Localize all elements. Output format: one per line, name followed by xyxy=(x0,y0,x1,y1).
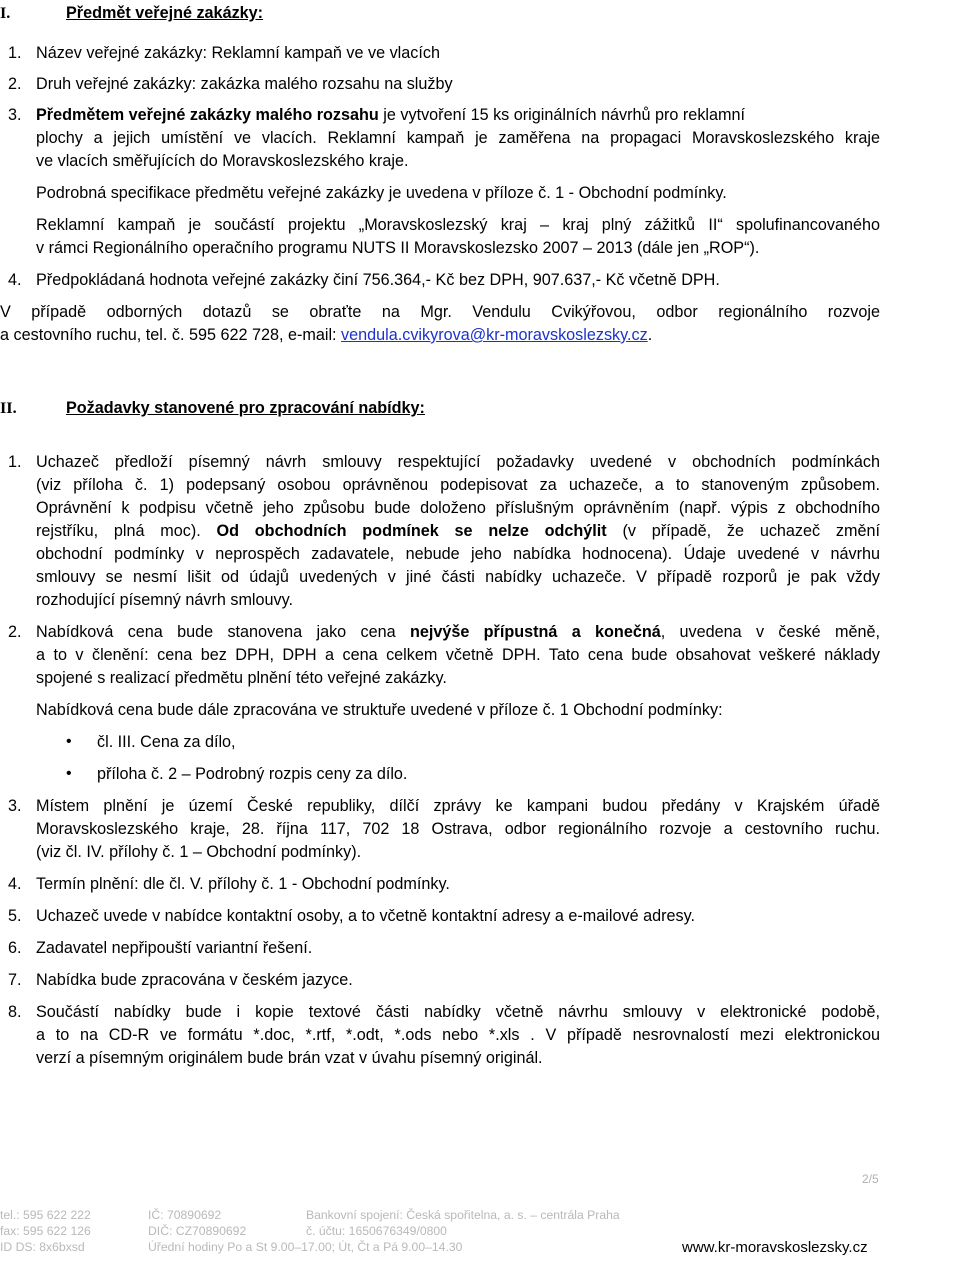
contract-type: Druh veřejné zakázky: zakázka malého rozsahu na služby xyxy=(36,75,453,93)
offer-paragraph-line: obchodní podmínky v neprospěch zadavatele, nebude jeho nabídka hodnocena). Údaje uvedené v návrhu xyxy=(36,545,880,563)
list-number: 7. xyxy=(8,971,22,989)
section-heading: Předmět veřejné zakázky: xyxy=(66,4,264,22)
offer-paragraph-line xyxy=(36,520,880,542)
price-paragraph-line: spojené s realizací předmětu plnění této veřejné zakázky. xyxy=(36,669,447,687)
footer-website-link[interactable]: www.kr-moravskoslezsky.cz xyxy=(682,1239,868,1256)
electronic-copy-line: a to na CD-R ve formátu *.doc, *.rtf, *.odt, *.ods nebo *.xls . V případě nesrovnalostí mezi elektronickou xyxy=(36,1026,880,1044)
subject-paragraph-line xyxy=(36,104,745,126)
price-bold-text: nejvýše přípustná a konečná xyxy=(409,623,661,641)
offer-paragraph-line: rozhodující písemný návrh smlouvy. xyxy=(36,591,294,609)
place-paragraph-line: (viz čl. IV. přílohy č. 1 – Obchodní podmínky). xyxy=(36,843,362,861)
footer-office-hours: Úřední hodiny Po a St 9.00–17.00; Út, Čt a Pá 9.00–14.30 xyxy=(148,1240,463,1254)
list-number: 1. xyxy=(8,44,22,62)
footer-fax: fax: 595 622 126 xyxy=(0,1224,91,1238)
price-text: , uvedena v české měně, xyxy=(660,623,880,641)
price-paragraph-line xyxy=(36,621,880,643)
price-structure-note: Nabídková cena bude dále zpracována ve struktuře uvedené v příloze č. 1 Obchodní podmínky: xyxy=(36,701,723,719)
contact-persons-note: Uchazeč uvede v nabídce kontaktní osoby, a to včetně kontaktní adresy a e-mailové adresy. xyxy=(36,907,695,925)
offer-paragraph-line: Uchazeč předloží písemný návrh smlouvy respektující požadavky uvedené v obchodních podmínkách xyxy=(36,453,880,471)
offer-text: (v případě, že uchazeč změní xyxy=(606,522,880,540)
subject-rest: je vytvoření 15 ks originálních návrhů pro reklamní xyxy=(378,106,745,124)
list-number: 5. xyxy=(8,907,22,925)
section-heading: Požadavky stanovené pro zpracování nabídky: xyxy=(66,399,425,417)
page-number: 2/5 xyxy=(862,1172,879,1186)
bullet-item: příloha č. 2 – Podrobný rozpis ceny za dílo. xyxy=(97,765,408,783)
offer-paragraph-line: Oprávnění k podpisu včetně jeho způsobu bude doloženo příslušným oprávněním (např. výpis z obchodního xyxy=(36,499,880,517)
place-paragraph-line: Místem plnění je území České republiky, dílčí zprávy ke kampani budou předány v Krajském úřadě xyxy=(36,797,880,815)
list-number: 6. xyxy=(8,939,22,957)
contact-prefix: a cestovního ruchu, tel. č. 595 622 728, e-mail: xyxy=(0,326,342,344)
footer-bank: Bankovní spojení: Česká spořitelna, a. s. – centrála Praha xyxy=(306,1208,620,1222)
specification-note: Podrobná specifikace předmětu veřejné zakázky je uvedena v příloze č. 1 - Obchodní podmínky. xyxy=(36,184,727,202)
subject-paragraph-line: ve vlacích směřujících do Moravskoslezského kraje. xyxy=(36,152,409,170)
subject-bold: Předmětem veřejné zakázky malého rozsahu xyxy=(36,106,379,124)
electronic-copy-line: Součástí nabídky bude i kopie textové části nabídky včetně návrhu smlouvy v elektronické podobě, xyxy=(36,1003,880,1021)
place-paragraph-line: Moravskoslezského kraje, 28. října 117, 702 18 Ostrava, odbor regionálního rozvoje a cestovního ruchu. xyxy=(36,820,880,838)
section-number: II. xyxy=(0,399,17,417)
contact-paragraph-line: V případě odborných dotazů se obraťte na Mgr. Vendulu Cvikýřovou, odbor regionálního rozvoje xyxy=(0,303,880,321)
list-number: 2. xyxy=(8,623,22,641)
list-number: 3. xyxy=(8,106,22,124)
variants-note: Zadavatel nepřipouští variantní řešení. xyxy=(36,939,313,957)
project-paragraph-line: v rámci Regionálního operačního programu NUTS II Moravskoslezsko 2007 – 2013 (dále jen „ROP“). xyxy=(36,239,760,257)
deadline-note: Termín plnění: dle čl. V. přílohy č. 1 - Obchodní podmínky. xyxy=(36,875,450,893)
offer-paragraph-line: (viz příloha č. 1) podepsaný osobou oprávněnou podepisovat za uchazeče, a to stanoveným způsobem. xyxy=(36,476,880,494)
offer-paragraph-line: smlouvy se nesmí lišit od údajů uvedených v jiné části nabídky uchazeče. V případě rozporů je pak vždy xyxy=(36,568,880,586)
contract-name: Název veřejné zakázky: Reklamní kampaň ve ve vlacích xyxy=(36,44,440,62)
footer-account: č. účtu: 1650676349/0800 xyxy=(306,1224,447,1238)
estimated-value: Předpokládaná hodnota veřejné zakázky činí 756.364,- Kč bez DPH, 907.637,- Kč včetně DPH. xyxy=(36,271,720,289)
bullet-item: čl. III. Cena za dílo, xyxy=(97,733,236,751)
subject-paragraph-line: plochy a jejich umístění ve vlacích. Reklamní kampaň je zaměřena na propagaci Moravskoslezského kraje xyxy=(36,129,880,147)
electronic-copy-line: verzí a písemným originálem bude brán vzat v úvahu písemný originál. xyxy=(36,1049,543,1067)
price-paragraph-line: a to v členění: cena bez DPH, DPH a cena celkem včetně DPH. Tato cena bude obsahovat veškeré náklady xyxy=(36,646,880,664)
list-number: 4. xyxy=(8,271,22,289)
offer-bold-text: Od obchodních podmínek se nelze odchýlit xyxy=(216,522,607,540)
list-number: 1. xyxy=(8,453,22,471)
list-number: 4. xyxy=(8,875,22,893)
footer-company-id: IČ: 70890692 xyxy=(148,1208,222,1222)
section-number: I. xyxy=(0,4,11,22)
list-number: 8. xyxy=(8,1003,22,1021)
contact-email-link[interactable]: vendula.cvikyrova@kr-moravskoslezsky.cz xyxy=(341,326,648,344)
bullet-dot: • xyxy=(66,765,72,782)
bullet-dot: • xyxy=(66,733,72,750)
footer-phone: tel.: 595 622 222 xyxy=(0,1208,91,1222)
project-paragraph-line: Reklamní kampaň je součástí projektu „Moravskoslezský kraj – kraj plný zážitků II“ spolufinancovaného xyxy=(36,216,880,234)
offer-text: rejstříku, plná moc). xyxy=(36,522,217,540)
list-number: 2. xyxy=(8,75,22,93)
contact-suffix: . xyxy=(647,326,653,344)
footer-data-box: ID DS: 8x6bxsd xyxy=(0,1240,85,1254)
price-text: Nabídková cena bude stanovena jako cena xyxy=(36,623,410,641)
language-note: Nabídka bude zpracována v českém jazyce. xyxy=(36,971,353,989)
contact-paragraph-line xyxy=(0,324,652,346)
list-number: 3. xyxy=(8,797,22,815)
footer-vat-id: DIČ: CZ70890692 xyxy=(148,1224,247,1238)
